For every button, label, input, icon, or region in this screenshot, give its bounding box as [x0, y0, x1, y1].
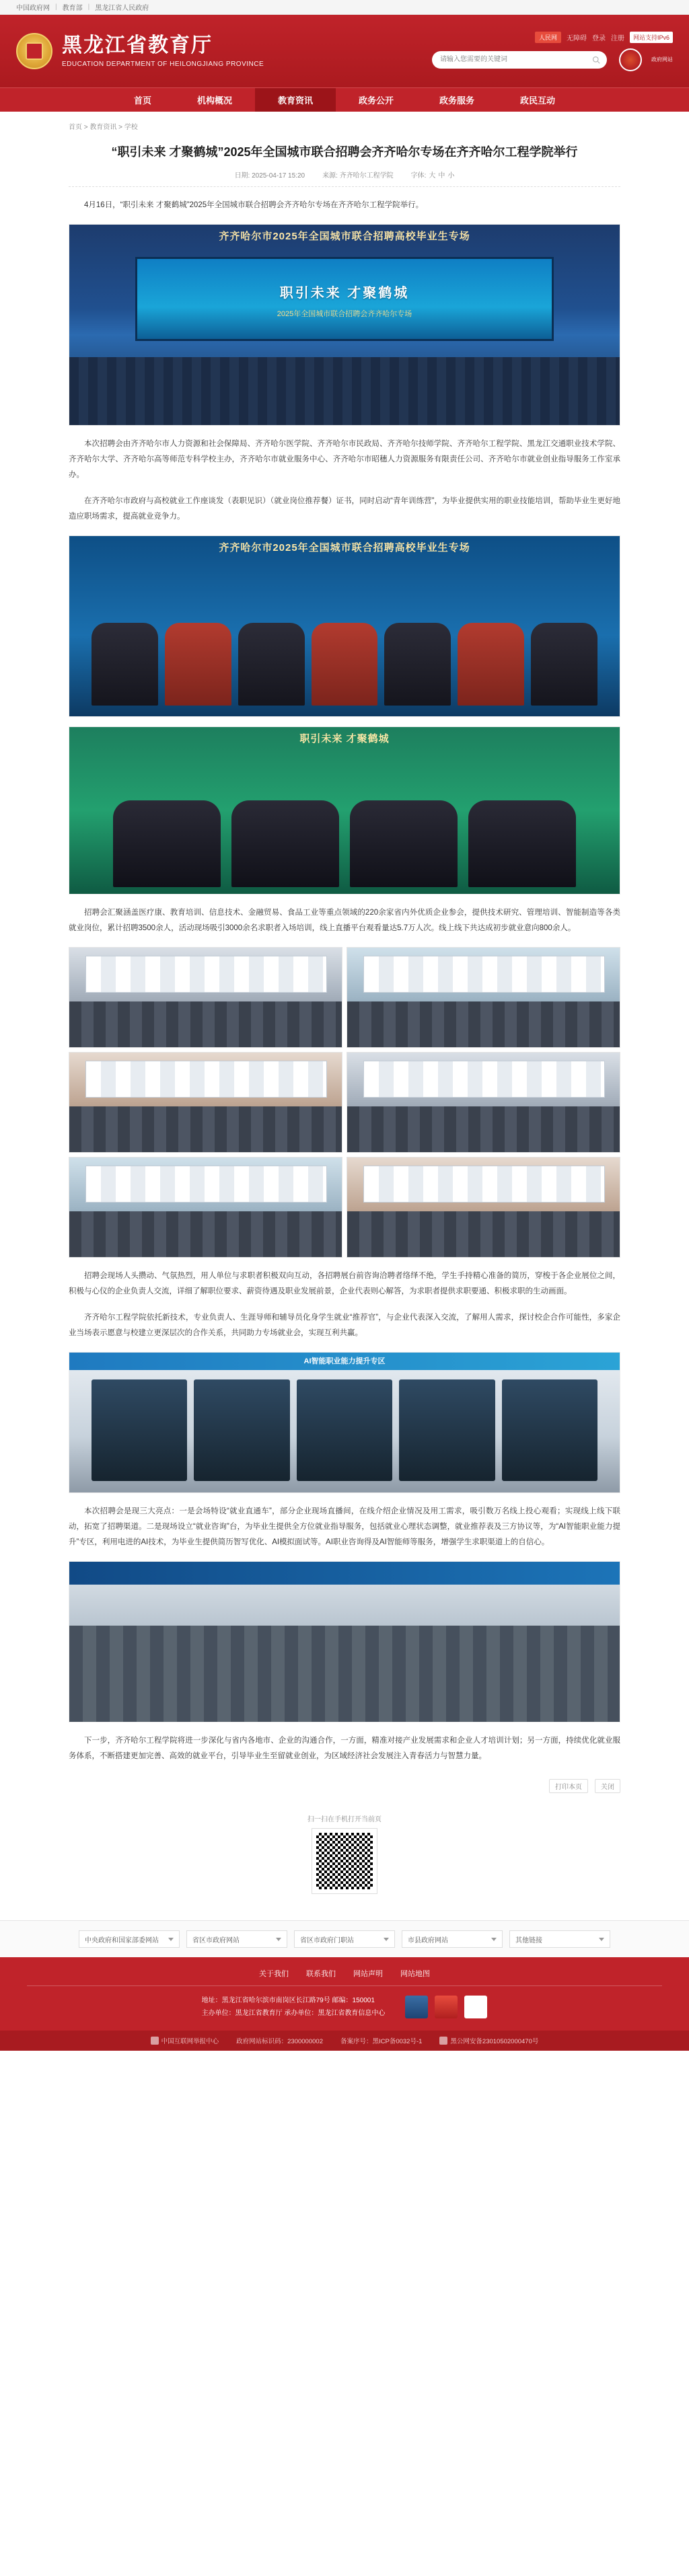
top-bar — [0, 0, 689, 15]
photo-booth-1 — [69, 947, 342, 1048]
photo-booth-3 — [69, 1052, 342, 1153]
weibo-icon[interactable] — [435, 1996, 458, 2018]
photo-hall-header — [69, 1562, 620, 1585]
photo-booth-6 — [347, 1157, 620, 1258]
beian-report-label: 中国互联网举报中心 — [161, 2038, 219, 2045]
article-paragraph: 招聘会汇聚涵盖医疗康、教育培训、信息技术、金融贸易、食品工业等重点领域的220余家省内外优质企业参会，提供技术研究、管理培训、智能制造等各类就业岗位，累计招聘3500余人，活动现场吸引3000余名求职者入场培训，线上直播平台观看量达5.7万人次。线上线下共达成初步就业意向800余人。 — [69, 909, 620, 932]
beian-bar — [0, 2031, 689, 2051]
footer-address: 地址：黑龙江省哈尔滨市南岗区长江路79号 邮编：150001 — [201, 1997, 375, 2004]
footer-body — [27, 1986, 662, 2020]
footer-organizer: 主办单位：黑龙江省教育厅 承办单位：黑龙江省教育信息中心 — [201, 2010, 386, 2017]
figure-green-stage — [69, 726, 620, 895]
search-icon[interactable] — [592, 56, 600, 64]
article-paragraph: 在齐齐哈尔市政府与高校就业工作座谈发（表职见识）（就业岗位推荐餐）证书，同时启动“青年训练营”，为毕业提供实用的职业技能培训，帮助毕业生更好地造应职场需求，提高就业竞争力。 — [69, 497, 620, 521]
figure-ai-zone — [69, 1352, 620, 1493]
photo-hall-crowd — [69, 1626, 620, 1722]
header-search-row — [432, 48, 673, 71]
search-box[interactable] — [432, 51, 607, 69]
chevron-down-icon — [168, 1938, 174, 1941]
photo-booth-4 — [347, 1052, 620, 1153]
ipv6-badge: 网站支持IPv6 — [630, 32, 673, 43]
footer-link-sitemap[interactable]: 网站地图 — [400, 1970, 430, 1978]
link-select-central[interactable] — [79, 1930, 180, 1948]
article-source: 来源: 齐齐哈尔工程学院 — [322, 172, 394, 180]
figure-stage — [69, 224, 620, 426]
font-size-label: 字体: — [410, 172, 427, 180]
photo-stage-title: 职引未来 才聚鹤城 — [279, 285, 410, 301]
article-paragraph: 本次招聘会是现三大亮点：一是会场特设“就业直通车”，部分企业现场直播间，在线介绍企业情况及用工需求，吸引数万名线上投心观看；实现线上线下联动，拓宽了招聘渠道。二是现场设立“就业咨询”台，为毕业生提供全方位就业指导服务，包括就业心理状态调整，就业推荐表及三方协议等，为“AI智能职业能力提升”专区，利用电进的AI技术，为毕业生提供简历智写优化、AI模拟面试等。AI职业咨询得及AI智能师等服务，增强学生求职渠道上的自信心。 — [69, 1507, 620, 1546]
photo-ai-kiosks — [92, 1379, 598, 1481]
photo-job-fair-hall — [69, 1561, 620, 1722]
article-paragraph: 齐齐哈尔工程学院依托新技术，专业负责人、生涯导师和辅导员化身学生就业“推荐官”，与企业代表深入交流，了解用人需求，探讨校企合作可能性，多家企业当场表示愿意与校建立更深层次的合作关系，共同助力专场就业会，实现互利共赢。 — [69, 1314, 620, 1337]
photo-banner-text: 齐齐哈尔市2025年全国城市联合招聘高校毕业生专场 — [219, 231, 470, 242]
site-footer — [0, 1957, 689, 2031]
footer-link-statement[interactable]: 网站声明 — [353, 1970, 383, 1978]
article-paragraph: 本次招聘会由齐齐哈尔市人力资源和社会保障局、齐齐哈尔医学院、齐齐哈尔市民政局、齐齐哈尔技师学院、齐齐哈尔工程学院、黑龙江交通职业技术学院、齐齐哈尔大学、齐齐哈尔高等师范专科学校主办，齐齐哈尔市就业服务中心、齐齐哈尔市昭穗人力资源服务有限责任公司、齐齐哈尔市就业创业指导服务工作室承办。 — [69, 440, 620, 479]
nav-item-home[interactable]: 首页 — [133, 96, 151, 106]
article-paragraph: 下一步，齐齐哈尔工程学院将进一步深化与省内各地市、企业的沟通合作，一方面，精准对接产业发展需求和企业人才培训计划；另一方面，持续优化就业服务体系，不断搭建更加完善、高效的就业平台，引导毕业生至留就业创业，为区域经济社会发展注入青春活力与智慧力量。 — [69, 1737, 620, 1760]
nav-item-services[interactable]: 政务服务 — [439, 96, 475, 106]
link-select-other-label: 其他链接 — [515, 1936, 542, 1944]
beian-icp[interactable]: 备案序号：黑ICP备0032号-1 — [340, 2038, 423, 2045]
footer-links — [27, 1968, 662, 1986]
register-link[interactable]: 注册 — [610, 34, 624, 42]
header-right — [432, 32, 673, 71]
photo-stage-screen — [135, 257, 554, 341]
topbar-link-province[interactable]: 黑龙江省人民政府 — [95, 5, 149, 12]
wechat-qr-icon[interactable] — [405, 1996, 428, 2018]
nav-item-interaction[interactable]: 政民互动 — [520, 96, 556, 106]
beian-police[interactable] — [439, 2036, 538, 2045]
search-input[interactable] — [439, 55, 592, 64]
link-select-provincial-depts-label: 省区市政府门职站 — [300, 1936, 354, 1944]
photo-booth-2 — [347, 947, 620, 1048]
chevron-down-icon — [599, 1938, 604, 1941]
link-select-other[interactable] — [509, 1930, 610, 1948]
link-select-city[interactable] — [402, 1930, 503, 1948]
photo-ai-banner: AI智能职业能力提升专区 — [69, 1353, 620, 1370]
site-title — [62, 34, 264, 68]
qr-block — [69, 1813, 620, 1893]
photo-certificate-handover — [69, 726, 620, 895]
police-badge-icon — [439, 2037, 447, 2045]
header-utility-row — [535, 32, 673, 43]
gov-seal-label: 政府网站 — [651, 56, 673, 63]
chevron-down-icon — [384, 1938, 389, 1941]
photo-award-ceremony — [69, 535, 620, 717]
site-header — [0, 15, 689, 87]
link-select-city-label: 市县政府网站 — [408, 1936, 448, 1944]
site-title-en: EDUCATION DEPARTMENT OF HEILONGJIANG PROVINCE — [62, 60, 264, 68]
article — [42, 131, 647, 1920]
site-title-cn: 黑龙江省教育厅 — [62, 34, 213, 56]
article-paragraph: 招聘会现场人头攒动、气氛热烈，用人单位与求职者积极双向互动，各招聘展台前咨询洽聘者络绎不绝，学生手持精心准备的简历，穿梭于各企业展位之间，积极与心仪的企业负责人交流，详细了解职位要求、薪资待遇及职业发展前景，企业代表则心解答，为求职者提供求职要通、积极求职的生动画面。 — [69, 1272, 620, 1295]
photo-banner-text: 齐齐哈尔市2025年全国城市联合招聘高校毕业生专场 — [219, 542, 470, 554]
photo-people-row — [113, 800, 575, 887]
national-emblem-icon — [16, 33, 52, 69]
close-button[interactable]: 关闭 — [595, 1779, 620, 1793]
photo-audience — [69, 357, 620, 425]
topbar-separator: | — [87, 3, 90, 11]
page-title: “职引未来 才聚鹤城”2025年全国城市联合招聘会齐齐哈尔专场在齐齐哈尔工程学院举行 — [111, 145, 578, 159]
footer-seals — [405, 1996, 487, 2018]
article-paragraph: 4月16日，“职引未来 才聚鹤城”2025年全国城市联合招聘会齐齐哈尔专场在齐齐哈尔工程学院举行。 — [84, 201, 424, 209]
nav-item-disclosure[interactable]: 政务公开 — [359, 96, 394, 106]
beian-police-label: 黑公网安备23010502000470号 — [450, 2038, 539, 2045]
font-size-control — [411, 169, 455, 180]
app-qr-icon[interactable] — [464, 1996, 487, 2018]
font-size-large[interactable]: 大 — [429, 172, 436, 180]
friendly-links-bar — [0, 1920, 689, 1957]
qr-code — [312, 1829, 377, 1893]
photo-opening-ceremony — [69, 224, 620, 426]
photo-green-title: 职引未来 才聚鹤城 — [299, 733, 390, 745]
report-icon — [151, 2037, 159, 2045]
nav-item-about[interactable]: 机构概况 — [196, 96, 232, 106]
font-size-small[interactable]: 小 — [447, 172, 455, 180]
font-size-medium[interactable]: 中 — [438, 172, 445, 180]
photo-ai-career-zone — [69, 1352, 620, 1493]
link-select-provincial-depts[interactable] — [294, 1930, 395, 1948]
accessibility-link[interactable]: 无障碍 — [566, 34, 587, 42]
figure-hall — [69, 1561, 620, 1722]
photo-booth-5 — [69, 1157, 342, 1258]
chevron-down-icon — [491, 1938, 497, 1941]
link-select-provincial[interactable] — [186, 1930, 287, 1948]
figure-award — [69, 535, 620, 717]
breadcrumb-wrap — [42, 112, 647, 131]
photo-people-row — [92, 623, 598, 706]
link-select-provincial-label: 省区市政府网站 — [192, 1936, 240, 1944]
topbar-separator: | — [55, 3, 57, 11]
nav-item-news[interactable]: 教育资讯 — [255, 88, 336, 112]
footer-link-contact[interactable]: 联系我们 — [306, 1970, 336, 1978]
topbar-link-gov[interactable]: 中国政府网 — [16, 5, 50, 12]
beian-site-code: 政府网站标识码：2300000002 — [236, 2038, 323, 2045]
chevron-down-icon — [276, 1938, 281, 1941]
breadcrumb[interactable]: 首页 > 教育资讯 > 学校 — [69, 124, 138, 131]
main-nav — [0, 87, 689, 112]
article-footer-actions — [69, 1779, 620, 1793]
qr-caption: 扫一扫在手机打开当前页 — [307, 1816, 382, 1823]
article-meta — [69, 169, 620, 187]
print-button[interactable]: 打印本页 — [549, 1779, 588, 1793]
gov-website-seal-icon[interactable] — [619, 48, 642, 71]
topbar-link-moe[interactable]: 教育部 — [62, 5, 83, 12]
footer-info — [202, 1994, 386, 2020]
figure-booth-grid — [69, 947, 620, 1258]
photo-stage-subtitle: 2025年全国城市联合招聘会齐齐哈尔专场 — [277, 309, 412, 318]
footer-link-about[interactable]: 关于我们 — [259, 1970, 289, 1978]
hot-badge[interactable]: 人民网 — [535, 32, 561, 43]
article-date: 日期: 2025-04-17 15:20 — [234, 172, 305, 180]
beian-report[interactable] — [151, 2036, 219, 2045]
login-link[interactable]: 登录 — [591, 34, 606, 42]
link-select-central-label: 中央政府和国家部委网站 — [85, 1936, 159, 1944]
